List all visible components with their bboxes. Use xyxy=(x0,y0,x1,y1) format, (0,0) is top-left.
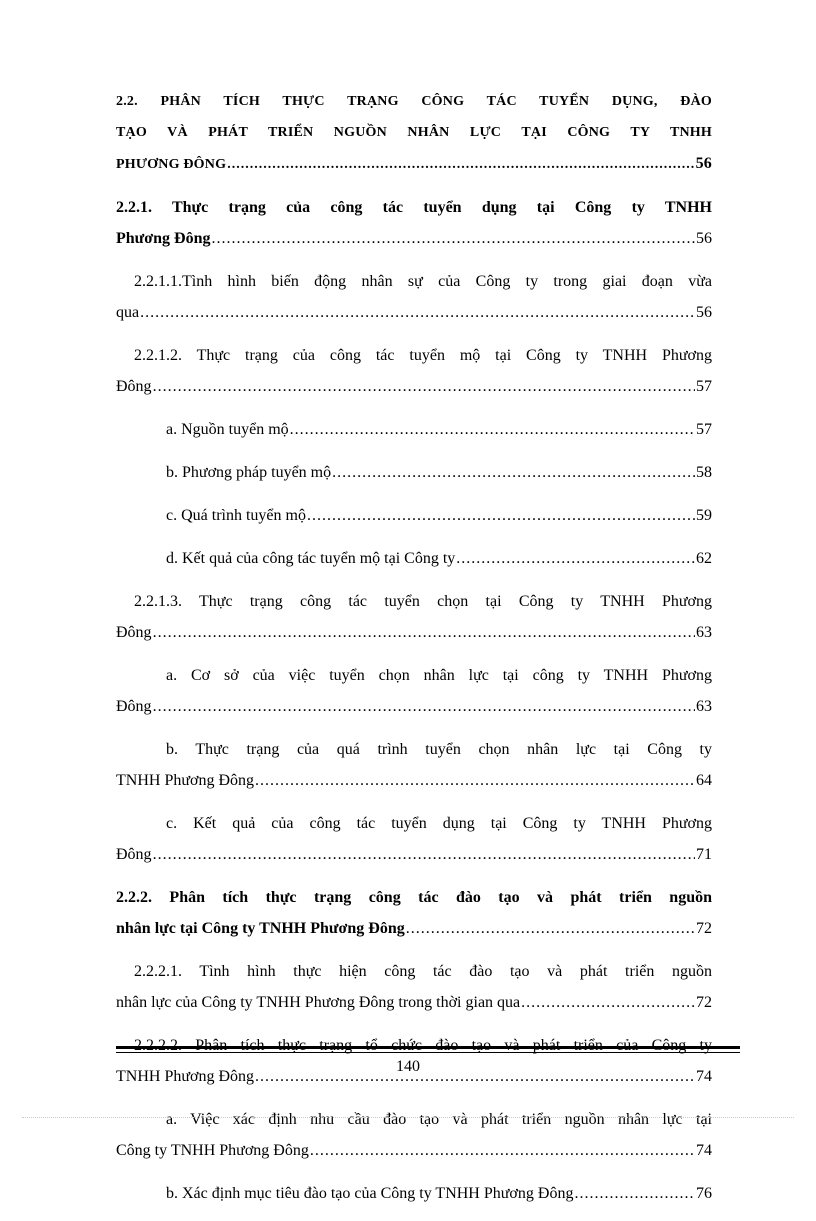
toc-entry-text-line: TNHH Phương Đông xyxy=(116,772,255,789)
toc-page-number: 72 xyxy=(696,994,712,1011)
toc-entry-ket-qua-tuyen-dung[interactable] xyxy=(116,808,712,870)
toc-entry-nguon-tuyen-mo[interactable] xyxy=(116,414,712,445)
footer-rule xyxy=(116,1046,740,1053)
toc-entry-text-line: Công ty TNHH Phương Đông xyxy=(116,1142,309,1159)
toc-entry-text-line: a. Nguồn tuyển mộ xyxy=(166,421,289,438)
toc-entry-text-line: 2.2.1. Thực trạng của công tác tuyển dụng tại Công ty TNHH xyxy=(116,199,712,216)
dot-leader xyxy=(153,691,695,722)
dot-leader xyxy=(574,1178,695,1209)
toc-entry-text-line: a. Việc xác định nhu cầu đào tạo và phát triển nguồn nhân lực tại xyxy=(166,1111,712,1128)
dot-leader xyxy=(153,839,695,870)
toc-entry-text-line: TNHH Phương Đông xyxy=(116,1068,255,1085)
toc-entry-2-2-1-3[interactable] xyxy=(116,586,712,648)
toc-entry-phuong-phap-tuyen-mo[interactable] xyxy=(116,457,712,488)
toc-entry-muc-tieu-dao-tao[interactable] xyxy=(116,1178,712,1209)
dot-leader xyxy=(255,765,695,796)
toc-page-number: 74 xyxy=(696,1068,712,1085)
toc-page-number: 76 xyxy=(696,1185,712,1202)
toc-entry-qua-trinh-tuyen-mo[interactable] xyxy=(116,500,712,531)
dot-leader xyxy=(140,297,695,328)
toc-page-number: 57 xyxy=(696,421,712,438)
toc-page-number: 56 xyxy=(696,304,712,321)
toc-entry-text-line: 2.2.1.3. Thực trạng công tác tuyển chọn tại Công ty TNHH Phương xyxy=(134,593,712,610)
toc-page-number: 64 xyxy=(696,772,712,789)
toc-page-number: 62 xyxy=(696,550,712,567)
toc-entry-text-line: Đông xyxy=(116,698,152,715)
toc-entry-nhu-cau-dao-tao[interactable] xyxy=(116,1104,712,1166)
toc-page-number: 57 xyxy=(696,378,712,395)
toc-entry-co-so-tuyen-chon[interactable] xyxy=(116,660,712,722)
dot-leader xyxy=(307,500,695,531)
toc-entry-text-line: PHƯƠNG ĐÔNG xyxy=(116,157,227,172)
toc-entry-text-line: 2.2.2. Phân tích thực trạng công tác đào tạo và phát triển nguồn xyxy=(116,889,712,906)
toc-page-number: 56 xyxy=(695,155,712,172)
toc-entry-text-line: b. Phương pháp tuyển mộ xyxy=(166,464,332,481)
page-number: 140 xyxy=(396,1058,420,1075)
toc-page-number: 74 xyxy=(696,1142,712,1159)
toc-page-number: 71 xyxy=(696,846,712,863)
toc-entry-text-line: c. Quá trình tuyển mộ xyxy=(166,507,306,524)
toc-entry-text-line: 2.2.1.1.Tình hình biến động nhân sự của Công ty trong giai đoạn vừa xyxy=(134,273,712,290)
toc-page-number: 72 xyxy=(696,920,712,937)
toc-page-number: 58 xyxy=(696,464,712,481)
toc-entry-text-line: d. Kết quả của công tác tuyển mộ tại Công ty xyxy=(166,550,456,567)
dot-leader xyxy=(227,149,694,180)
toc-entry-2-2-2-1[interactable] xyxy=(116,956,712,1018)
toc-entry-ket-qua-tuyen-mo[interactable] xyxy=(116,543,712,574)
toc-page-number: 63 xyxy=(696,624,712,641)
toc-entry-text-line: 2.2.2.1. Tình hình thực hiện công tác đào tạo và phát triển nguồn xyxy=(134,963,712,980)
page-edge-divider xyxy=(22,1117,794,1118)
toc-entry-2-2-1-1[interactable] xyxy=(116,266,712,328)
toc-entry-text-line: 2.2.2.2. Phân tích thực trạng tổ chức đào tạo và phát triển của Công ty xyxy=(134,1037,712,1054)
toc-entry-text-line: qua xyxy=(116,304,140,321)
toc-entry-text-line: 2.2. PHÂN TÍCH THỰC TRẠNG CÔNG TÁC TUYỂN DỤNG, ĐÀO xyxy=(116,94,712,109)
toc-entry-text-line: c. Kết quả của công tác tuyển dụng tại Công ty TNHH Phương xyxy=(166,815,712,832)
toc-entry-text-line: TẠO VÀ PHÁT TRIỂN NGUỒN NHÂN LỰC TẠI CÔNG TY TNHH xyxy=(116,125,712,140)
dot-leader xyxy=(290,414,695,445)
dot-leader xyxy=(332,457,695,488)
toc-entry-2-2-1[interactable] xyxy=(116,192,712,254)
toc-entry-2-2-2[interactable] xyxy=(116,882,712,944)
toc-entry-text-line: Phương Đông xyxy=(116,230,211,247)
toc-entry-text-line: Đông xyxy=(116,378,152,395)
toc-page-number: 59 xyxy=(696,507,712,524)
dot-leader xyxy=(310,1135,695,1166)
toc-page-number: 56 xyxy=(696,230,712,247)
toc-entry-text-line: Đông xyxy=(116,846,152,863)
dot-leader xyxy=(153,617,695,648)
toc-entry-text-line: b. Thực trạng của quá trình tuyển chọn nhân lực tại Công ty xyxy=(166,741,712,758)
dot-leader xyxy=(406,913,695,944)
toc-entry-text-line: a. Cơ sở của việc tuyển chọn nhân lực tại công ty TNHH Phương xyxy=(166,667,712,684)
toc-entry-text-line: b. Xác định mục tiêu đào tạo của Công ty TNHH Phương Đông xyxy=(166,1185,574,1202)
toc-entry-2-2-1-2[interactable] xyxy=(116,340,712,402)
toc-entry-text-line: Đông xyxy=(116,624,152,641)
toc-entry-text-line: nhân lực tại Công ty TNHH Phương Đông xyxy=(116,920,405,937)
toc-page-number: 63 xyxy=(696,698,712,715)
dot-leader xyxy=(211,223,695,254)
toc-entry-2-2[interactable] xyxy=(116,86,712,180)
dot-leader xyxy=(521,987,695,1018)
toc-entry-qua-trinh-tuyen-chon[interactable] xyxy=(116,734,712,796)
toc-entry-text-line: nhân lực của Công ty TNHH Phương Đông trong thời gian qua xyxy=(116,994,521,1011)
dot-leader xyxy=(456,543,695,574)
toc-entry-text-line: 2.2.1.2. Thực trạng của công tác tuyển mộ tại Công ty TNHH Phương xyxy=(134,347,712,364)
dot-leader xyxy=(153,371,695,402)
